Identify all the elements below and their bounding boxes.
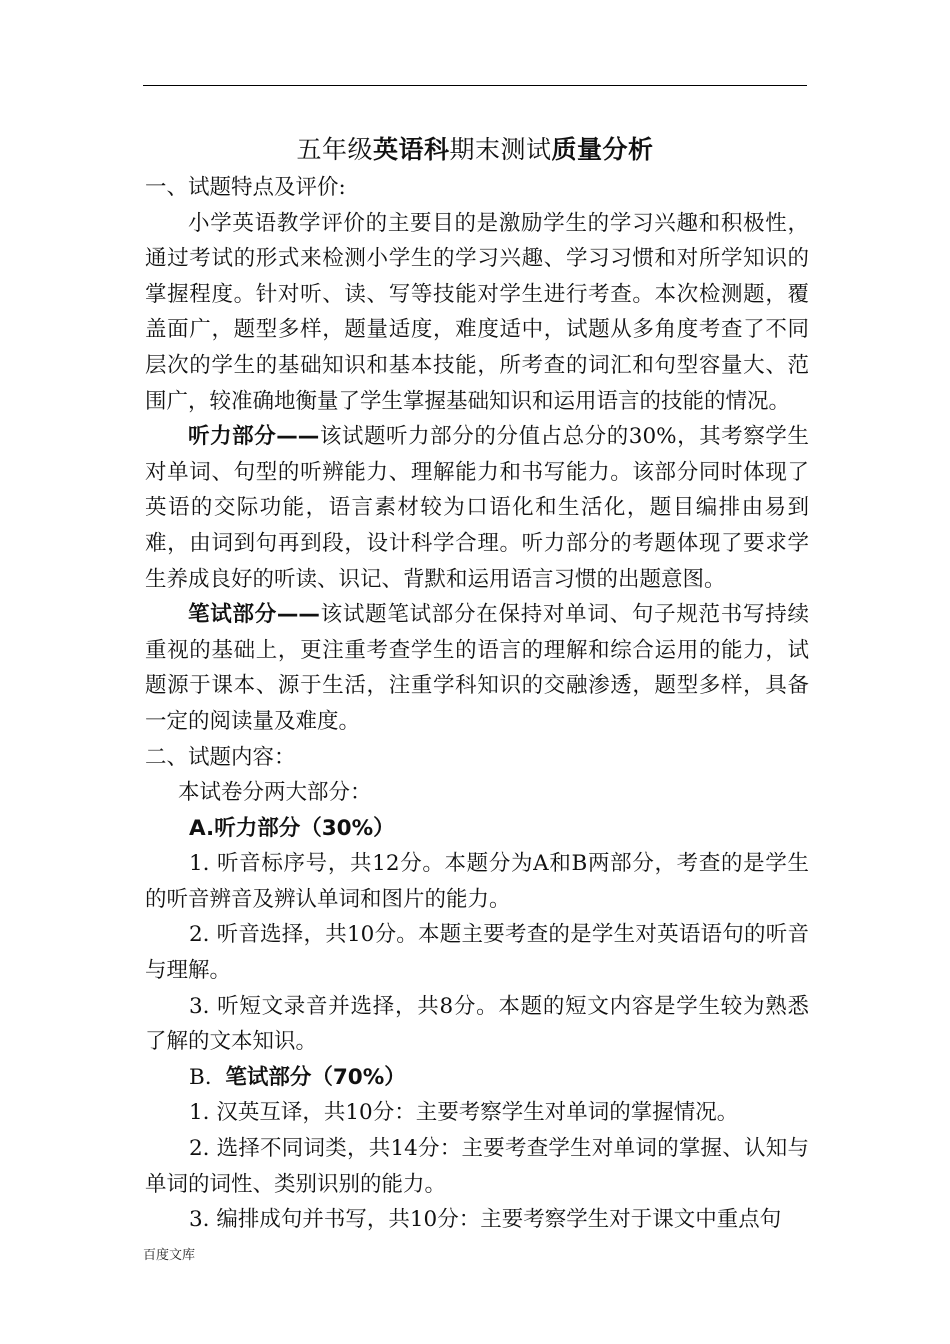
- paragraph-overview: 小学英语教学评价的主要目的是激励学生的学习兴趣和积极性，通过考试的形式来检测小学生的学习兴趣、学习习惯和对所学知识的掌握程度。针对听、读、写等技能对学生进行考查。本次检测题，覆盖面广，题型多样，题量适度，难度适中，试题从多角度考查了不同层次的学生的基础知识和基本技能，所考查的词汇和句型容量大、范围广，较准确地衡量了学生掌握基础知识和运用语言的技能的情况。: [145, 210, 809, 414]
- section-heading-content: 二、试题内容：: [145, 744, 296, 770]
- footer-source: 百度文库: [143, 1248, 196, 1263]
- title-part-subject: 英语科: [372, 135, 450, 164]
- part-a-item-3: 3. 听短文录音并选择，共8分。本题的短文内容是学生较为熟悉了解的文本知识。: [145, 993, 809, 1055]
- header-rule: [143, 85, 807, 86]
- part-b-prefix: B.: [189, 1064, 212, 1090]
- part-b-item-1: 1. 汉英互译，共10分：主要考察学生对单词的掌握情况。: [189, 1100, 739, 1126]
- part-b-heading: [145, 1060, 809, 1096]
- part-b-item-3: 3. 编排成句并书写，共10分：主要考察学生对于课文中重点句: [189, 1207, 782, 1233]
- paragraph-written: [145, 597, 809, 739]
- paragraph-written-text: 该试题笔试部分在保持对单词、句子规范书写持续重视的基础上，更注重考查学生的语言的理解和综合运用的能力，试题源于课本、源于生活，注重学科知识的交融渗透，题型多样，具备一定的阅读量及难度。: [145, 602, 809, 734]
- document-title: [0, 134, 950, 166]
- paragraph-intro: 本试卷分两大部分：: [178, 780, 372, 806]
- title-part-analysis: 质量分析: [551, 135, 654, 164]
- paragraph-listening-text: 该试题听力部分的分值占总分的30%，其考察学生对单词、句型的听辨能力、理解能力和书写能力。该部分同时体现了英语的交际功能，语言素材较为口语化和生活化，题目编排由易到难，由词到句再到段，设计科学合理。听力部分的考题体现了要求学生养成良好的听读、识记、背默和运用语言习惯的出题意图。: [145, 424, 809, 592]
- part-a-heading: A.听力部分（30%）: [189, 815, 395, 841]
- part-b-heading-text: 笔试部分（70%）: [225, 1064, 406, 1090]
- part-a-item-1: 1. 听音标序号，共12分。本题分为A和B两部分，考查的是学生的听音辨音及辨认单词和图片的能力。: [145, 851, 809, 912]
- title-part-exam: 期末测试: [449, 135, 552, 164]
- paragraph-written-lead: 笔试部分——: [188, 602, 320, 628]
- document-body: [145, 170, 809, 1238]
- part-a-item-2: 2. 听音选择，共10分。本题主要考查的是学生对英语语句的听音与理解。: [145, 922, 809, 984]
- part-b-item-2: 2. 选择不同词类，共14分：主要考查学生对单词的掌握、认知与单词的词性、类别识别的能力。: [145, 1136, 809, 1197]
- title-part-grade: 五年级: [296, 135, 373, 164]
- section-heading-features: 一、试题特点及评价:: [145, 175, 346, 200]
- paragraph-listening-lead: 听力部分——: [188, 424, 320, 450]
- paragraph-listening: [145, 419, 809, 597]
